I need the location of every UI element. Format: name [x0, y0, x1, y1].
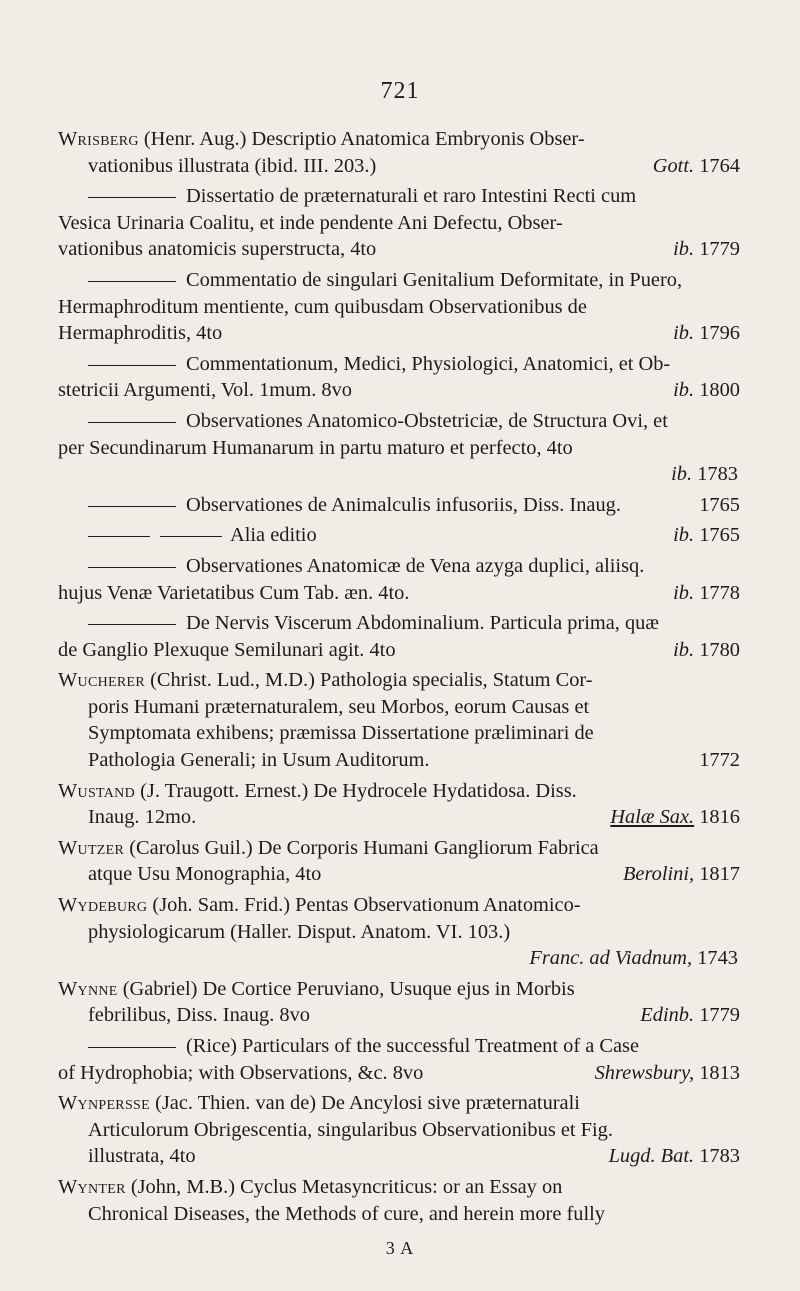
entry-text: Symptomata exhibens; præmissa Dissertatione præliminari de	[88, 722, 594, 745]
bibliography-entry	[58, 778, 740, 831]
bibliography-entry	[58, 892, 740, 972]
entry-text: Commentationum, Medici, Physiologici, Anatomici, et Ob-	[186, 352, 671, 375]
entry-text: (Henr. Aug.) Descriptio Anatomica Embryonis Obser-	[138, 128, 585, 150]
bibliography-entry	[58, 553, 740, 606]
author-name: Wrisberg	[58, 128, 139, 150]
bibliography-entry	[58, 1033, 740, 1086]
entry-text: Commentatio de singulari Genitalium Deformitate, in Puero,	[186, 268, 683, 291]
entry-text: (Joh. Sam. Frid.) Pentas Observationum Anatomico-	[147, 894, 581, 917]
entry-text: (Rice) Particulars of the successful Treatment of a Case	[186, 1035, 639, 1057]
publication-year: 1783	[692, 463, 738, 486]
entry-text: Observationes Anatomico-Obstetriciæ, de Structura Ovi, et	[186, 409, 668, 432]
author-name: Wustand	[58, 779, 136, 802]
entry-text: illustrata, 4to	[88, 1145, 196, 1168]
bibliography-list	[58, 126, 740, 1231]
ditto-dash	[88, 197, 176, 198]
bibliography-entry	[58, 976, 740, 1029]
entry-text: Inaug. 12mo.	[88, 806, 197, 829]
publication-year: 1800	[694, 379, 740, 402]
publication-year: 1779	[694, 1004, 740, 1027]
ditto-dash	[88, 536, 150, 537]
author-name: Wynpersse	[58, 1092, 150, 1115]
bibliography-entry	[58, 351, 740, 404]
bibliography-entry	[58, 522, 740, 549]
author-name: Wynne	[58, 977, 118, 1000]
publication-place: ib.	[673, 524, 695, 547]
entry-text: Dissertatio de præternaturali et raro Intestini Recti cum	[186, 185, 637, 208]
publication-place: ib.	[673, 581, 695, 604]
publication-year: 1783	[694, 1145, 740, 1168]
publication-year: 1779	[694, 238, 740, 261]
author-name: Wynter	[58, 1175, 126, 1198]
publication-place: ib.	[673, 322, 695, 345]
publication-place: Gott.	[652, 154, 695, 177]
publication-place: ib.	[673, 238, 695, 261]
entry-text: febrilibus, Diss. Inaug. 8vo	[88, 1004, 311, 1027]
entry-text: (Jac. Thien. van de) De Ancylosi sive præternaturali	[149, 1092, 580, 1115]
ditto-dash	[160, 536, 222, 537]
entry-text: Observationes Anatomicæ de Vena azyga duplici, aliisq.	[186, 554, 645, 577]
entry-text: hujus Venæ Varietatibus Cum Tab. æn. 4to.	[58, 581, 410, 604]
entry-text: Hermaphroditis, 4to	[58, 322, 223, 345]
publication-year: 1765	[699, 493, 740, 516]
publication-year: 1817	[694, 863, 740, 886]
bibliography-entry	[58, 126, 740, 179]
publication-place: Halæ Sax.	[610, 806, 695, 829]
entry-text: Chronical Diseases, the Methods of cure, and herein more fully	[88, 1202, 605, 1225]
entry-text: poris Humani præternaturalem, seu Morbos, eorum Causas et	[88, 695, 590, 718]
entry-text: Pathologia Generali; in Usum Auditorum.	[88, 749, 430, 772]
ditto-dash	[88, 422, 176, 423]
publication-year: 1796	[694, 322, 740, 345]
publication-place: Lugd. Bat.	[608, 1145, 695, 1168]
entry-text: per Secundinarum Humanarum in partu maturo et perfecto, 4to	[58, 436, 573, 459]
bibliography-entry	[58, 667, 740, 773]
author-name: Wucherer	[58, 669, 145, 692]
publication-year: 1813	[694, 1061, 740, 1084]
publication-year: 1816	[694, 806, 740, 829]
entry-text: atque Usu Monographia, 4to	[88, 863, 322, 886]
entry-text: physiologicarum (Haller. Disput. Anatom. VI. 103.)	[88, 920, 511, 943]
bibliography-entry	[58, 1174, 740, 1227]
entry-text: (Christ. Lud., M.D.) Pathologia specialis, Statum Cor-	[144, 669, 593, 692]
ditto-dash	[88, 1047, 176, 1048]
entry-text: (J. Traugott. Ernest.) De Hydrocele Hydatidosa. Diss.	[135, 779, 577, 802]
entry-text: (Gabriel) De Cortice Peruviano, Usuque ejus in Morbis	[117, 977, 575, 1000]
bibliography-entry	[58, 492, 740, 519]
bibliography-entry	[58, 183, 740, 263]
bibliography-entry	[58, 1090, 740, 1170]
publication-year: 1765	[694, 524, 740, 547]
entry-text: vationibus illustrata (ibid. III. 203.)	[88, 154, 377, 177]
entry-text: Hermaphroditum mentiente, cum quibusdam Observationibus de	[58, 295, 587, 318]
publication-place: ib.	[671, 463, 693, 486]
author-name: Wydeburg	[58, 894, 148, 917]
entry-text: (John, M.B.) Cyclus Metasyncriticus: or an Essay on	[125, 1175, 563, 1198]
publication-place: ib.	[673, 379, 695, 402]
ditto-dash	[88, 624, 176, 625]
ditto-dash	[88, 567, 176, 568]
publication-place: Edinb.	[640, 1004, 695, 1027]
entry-text: vationibus anatomicis superstructa, 4to	[58, 238, 377, 261]
publication-year: 1772	[699, 749, 740, 772]
publication-year: 1743	[692, 947, 738, 970]
entry-text: Vesica Urinaria Coalitu, et inde pendente Ani Defectu, Obser-	[58, 211, 563, 234]
ditto-dash	[88, 506, 176, 507]
publication-year: 1778	[694, 581, 740, 604]
signature-mark: 3 A	[385, 1238, 415, 1258]
publication-year: 1764	[694, 154, 740, 177]
entry-text: de Ganglio Plexuque Semilunari agit. 4to	[58, 638, 396, 661]
entry-text: Articulorum Obrigescentia, singularibus Observationibus et Fig.	[88, 1118, 613, 1141]
entry-text: Observationes de Animalculis infusoriis, Diss. Inaug.	[186, 493, 621, 516]
page-number: 721	[380, 78, 420, 104]
author-name: Wutzer	[58, 836, 125, 859]
entry-text: stetricii Argumenti, Vol. 1mum. 8vo	[58, 379, 352, 402]
bibliography-entry	[58, 610, 740, 663]
publication-place: ib.	[673, 638, 695, 661]
publication-place: Shrewsbury,	[594, 1061, 695, 1084]
bibliography-entry	[58, 267, 740, 347]
entry-text: (Carolus Guil.) De Corporis Humani Gangliorum Fabrica	[124, 836, 599, 859]
bibliography-entry	[58, 408, 740, 488]
ditto-dash	[88, 281, 176, 282]
publication-place: Berolini,	[622, 863, 695, 886]
bibliography-entry	[58, 835, 740, 888]
publication-year: 1780	[694, 638, 740, 661]
entry-text: De Nervis Viscerum Abdominalium. Particula prima, quæ	[186, 612, 659, 635]
entry-text: of Hydrophobia; with Observations, &c. 8vo	[58, 1061, 424, 1084]
entry-text: Alia editio	[230, 524, 317, 547]
ditto-dash	[88, 365, 176, 366]
publication-place: Franc. ad Viadnum,	[529, 947, 693, 970]
